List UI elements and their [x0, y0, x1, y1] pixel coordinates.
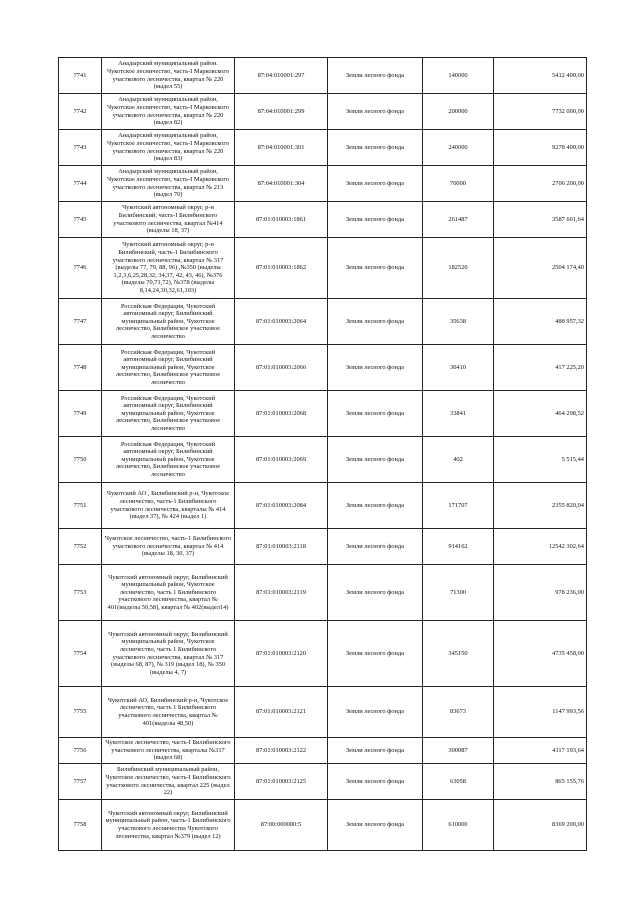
table-body	[59, 58, 587, 851]
row-number: 7755	[59, 687, 102, 738]
table-row	[59, 738, 587, 764]
location-cell: Анадырский муниципальный район, Чукотское лесничество, часть-I Марковского участкового лесничества, квартал № 213 (выдел 70)	[102, 166, 235, 202]
land-category-cell: Земли лесного фонда	[328, 94, 423, 130]
table-row	[59, 529, 587, 565]
area-cell: 402	[423, 437, 494, 483]
cadastral-value-cell: 7732 000,00	[494, 94, 587, 130]
land-category-cell: Земли лесного фонда	[328, 529, 423, 565]
cadastral-value-cell: 2504 174,40	[494, 238, 587, 299]
row-number: 7742	[59, 94, 102, 130]
area-cell: 182520	[423, 238, 494, 299]
area-cell: 33841	[423, 391, 494, 437]
cadastral-value-cell: 1147 993,56	[494, 687, 587, 738]
table-row	[59, 299, 587, 345]
table-row	[59, 166, 587, 202]
row-number: 7751	[59, 483, 102, 529]
location-cell: Билибинский муниципальный район, Чукотское лесничество, часть-I Билибинского участкового лесничества, квартал 225 (выдел 22)	[102, 764, 235, 800]
area-cell: 200000	[423, 94, 494, 130]
land-category-cell: Земли лесного фонда	[328, 166, 423, 202]
area-cell: 610000	[423, 800, 494, 851]
table-row	[59, 437, 587, 483]
land-category-cell: Земли лесного фонда	[328, 738, 423, 764]
cadastral-number-cell: 87:04:010001:304	[235, 166, 328, 202]
location-cell: Анадырский муниципальный район. Чукотское лесничество, часть-I Марковского участкового лесничества, квартал № 220 (выдел 55)	[102, 58, 235, 94]
land-register-table	[58, 57, 587, 851]
area-cell: 261487	[423, 202, 494, 238]
land-category-cell: Земли лесного фонда	[328, 800, 423, 851]
table-row	[59, 94, 587, 130]
area-cell: 914162	[423, 529, 494, 565]
cadastral-value-cell: 5412 400,00	[494, 58, 587, 94]
cadastral-value-cell: 5 515,44	[494, 437, 587, 483]
cadastral-number-cell: 87:01:010003:2064	[235, 299, 328, 345]
table-row	[59, 483, 587, 529]
table-row	[59, 764, 587, 800]
table-row	[59, 202, 587, 238]
cadastral-number-cell: 87:01:010003:2084	[235, 483, 328, 529]
cadastral-number-cell: 87:01:010003:2118	[235, 529, 328, 565]
cadastral-value-cell: 417 225,20	[494, 345, 587, 391]
table-row	[59, 565, 587, 621]
location-cell: Чукотское лесничество, часть-1 Билибинского участкового лесничества, квартал № 414 (выделы 18, 30, 37)	[102, 529, 235, 565]
location-cell: Чукотское лесничество, часть-I Билибинского участкового лесничества, кварталы №317 (выдел 68)	[102, 738, 235, 764]
cadastral-number-cell: 87:01:010003:2066	[235, 345, 328, 391]
land-category-cell: Земли лесного фонда	[328, 621, 423, 687]
row-number: 7756	[59, 738, 102, 764]
area-cell: 300087	[423, 738, 494, 764]
area-cell: 71300	[423, 565, 494, 621]
cadastral-number-cell: 87:01:010003:2122	[235, 738, 328, 764]
table-row	[59, 238, 587, 299]
location-cell: Анадырский муниципальный район, Чукотское лесничество, часть-I Марковского участкового лесничества, квартал № 220 (выдел 83)	[102, 130, 235, 166]
cadastral-value-cell: 978 236,00	[494, 565, 587, 621]
cadastral-value-cell: 464 298,52	[494, 391, 587, 437]
location-cell: Чукотский автономный округ, Билибинский муниципальный район, часть-1 Билибинского участкового лесничества Чукотского лесничества, квартал №379 (выдел 12)	[102, 800, 235, 851]
row-number: 7745	[59, 202, 102, 238]
location-cell: Российская Федерация, Чукотский автономный округ, Билибинский муниципальный район, Чукотское лесничество, Билибинское участковое лесничество	[102, 345, 235, 391]
cadastral-value-cell: 865 155,76	[494, 764, 587, 800]
land-category-cell: Земли лесного фонда	[328, 58, 423, 94]
table-row	[59, 58, 587, 94]
cadastral-value-cell: 8369 200,00	[494, 800, 587, 851]
cadastral-value-cell: 2355 820,04	[494, 483, 587, 529]
land-category-cell: Земли лесного фонда	[328, 202, 423, 238]
row-number: 7748	[59, 345, 102, 391]
cadastral-number-cell: 87:01:010003:2068	[235, 391, 328, 437]
cadastral-value-cell: 3587 601,64	[494, 202, 587, 238]
area-cell: 240000	[423, 130, 494, 166]
area-cell: 345150	[423, 621, 494, 687]
land-category-cell: Земли лесного фонда	[328, 299, 423, 345]
area-cell: 171707	[423, 483, 494, 529]
row-number: 7741	[59, 58, 102, 94]
land-category-cell: Земли лесного фонда	[328, 764, 423, 800]
area-cell: 140000	[423, 58, 494, 94]
location-cell: Чукотский автономный округ, р-н Билибинский, часть-1 Билибинского участкового лесничества, квартал № 317 (выделы 77, 79, 88, 96) ,№350 (выделы 1,2,3,6,25,28,32, 34,37, 42, 43, 46), №376 (выделы 70,71,72), №378 (выделы 8,14,24,30,32,61,103)	[102, 238, 235, 299]
table-row	[59, 687, 587, 738]
location-cell: Чукотский АО , Билибинский р-н, Чукотское лесничество, часть-1 Билибинского участкового лесничества, кварталы № 414 (выдел 37), № 424 (выдел 1)	[102, 483, 235, 529]
cadastral-number-cell: 87:01:010003:2119	[235, 565, 328, 621]
location-cell: Чукотский АО, Билибинский р-н, Чукотское лесничество, часть 1 Билибинского участкового лесничества, квартал № 401(выделы 48,50)	[102, 687, 235, 738]
row-number: 7758	[59, 800, 102, 851]
row-number: 7749	[59, 391, 102, 437]
cadastral-number-cell: 87:04:010001:301	[235, 130, 328, 166]
cadastral-value-cell: 2706 200,00	[494, 166, 587, 202]
cadastral-number-cell: 87:04:010001:299	[235, 94, 328, 130]
land-category-cell: Земли лесного фонда	[328, 391, 423, 437]
row-number: 7744	[59, 166, 102, 202]
row-number: 7754	[59, 621, 102, 687]
cadastral-value-cell: 4117 193,64	[494, 738, 587, 764]
cadastral-number-cell: 87:01:010003:2069	[235, 437, 328, 483]
location-cell: Чукотский автономный округ, р-н Билибинский, часть-I Билибинского участкового лесничества, квартал №414 (выделы 18, 37)	[102, 202, 235, 238]
area-cell: 30410	[423, 345, 494, 391]
land-category-cell: Земли лесного фонда	[328, 687, 423, 738]
table-row	[59, 800, 587, 851]
land-category-cell: Земли лесного фонда	[328, 565, 423, 621]
cadastral-number-cell: 87:01:010003:1861	[235, 202, 328, 238]
location-cell: Чукотский автономный округ, Билибинский муниципальный район, Чукотское лесничество, часть 1 Билибинского участкового лесничества, квартал № 401(выделы 50,58), квартал № 402(выдел14)	[102, 565, 235, 621]
land-category-cell: Земли лесного фонда	[328, 483, 423, 529]
table-row	[59, 621, 587, 687]
table-row	[59, 130, 587, 166]
location-cell: Российская Федерация, Чукотский автономный округ, Билибинский муниципальный район, Чукотское лесничество, Билибинское участковое лесничество	[102, 299, 235, 345]
cadastral-number-cell: 87:01:010003:1862	[235, 238, 328, 299]
cadastral-number-cell: 87:01:010003:2120	[235, 621, 328, 687]
area-cell: 35638	[423, 299, 494, 345]
land-category-cell: Земли лесного фонда	[328, 345, 423, 391]
row-number: 7743	[59, 130, 102, 166]
area-cell: 83673	[423, 687, 494, 738]
land-category-cell: Земли лесного фонда	[328, 437, 423, 483]
land-category-cell: Земли лесного фонда	[328, 130, 423, 166]
area-cell: 63058	[423, 764, 494, 800]
cadastral-value-cell: 4735 458,00	[494, 621, 587, 687]
table-row	[59, 391, 587, 437]
cadastral-value-cell: 12542 302,64	[494, 529, 587, 565]
location-cell: Российская Федерация, Чукотский автономный округ, Билибинский муниципальный район, Чукотское лесничество, Билибинское участковое лесничество	[102, 391, 235, 437]
location-cell: Анадырский муниципальный район, Чукотское лесничество, часть-I Марковского участкового лесничества, квартал № 220 (выдел 82)	[102, 94, 235, 130]
location-cell: Российская Федерация, Чукотский автономный округ, Билибинский муниципальный район, Чукотское лесничество, Билибинское участковое лесничество	[102, 437, 235, 483]
cadastral-value-cell: 9278 400,00	[494, 130, 587, 166]
cadastral-number-cell: 87:01:010003:2121	[235, 687, 328, 738]
row-number: 7757	[59, 764, 102, 800]
row-number: 7750	[59, 437, 102, 483]
cadastral-number-cell: 87:00:000000:5	[235, 800, 328, 851]
area-cell: 70000	[423, 166, 494, 202]
location-cell: Чукотский автономный округ, Билибинский муниципальный район, Чукотское лесничество, часть 1 Билибинского участкового лесничества, квартал № 317 (выделы 68, 87), № 319 (выдел 18), № 350 (выделы 4, 7)	[102, 621, 235, 687]
row-number: 7746	[59, 238, 102, 299]
row-number: 7752	[59, 529, 102, 565]
table-row	[59, 345, 587, 391]
cadastral-value-cell: 488 957,32	[494, 299, 587, 345]
cadastral-number-cell: 87:04:010001:297	[235, 58, 328, 94]
cadastral-number-cell: 87:01:010003:2125	[235, 764, 328, 800]
row-number: 7747	[59, 299, 102, 345]
land-category-cell: Земли лесного фонда	[328, 238, 423, 299]
row-number: 7753	[59, 565, 102, 621]
